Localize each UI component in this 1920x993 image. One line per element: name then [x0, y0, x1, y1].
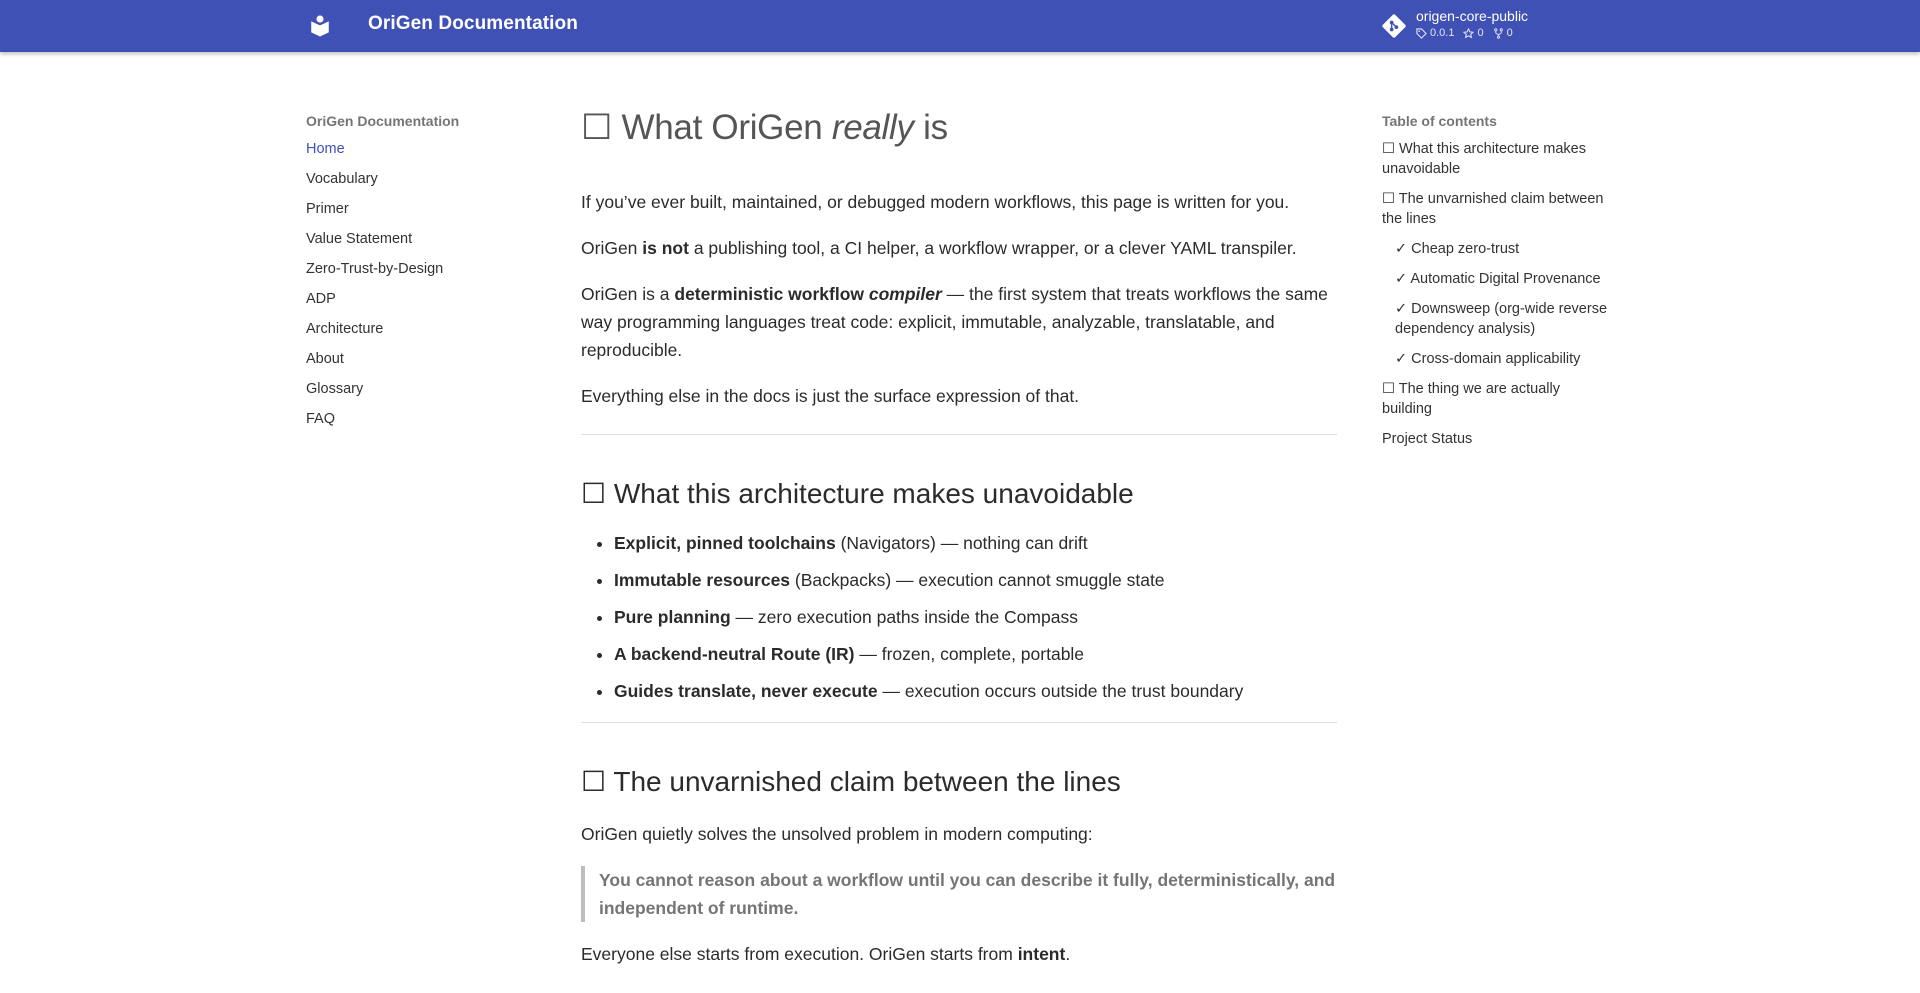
toc-item[interactable]: ☐ The unvarnished claim between the lines	[1382, 191, 1604, 227]
section-heading-claim: ☐ The unvarnished claim between the lines	[581, 766, 1121, 797]
section-divider	[581, 434, 1337, 435]
text-run: (Navigators) — nothing can drift	[835, 533, 1088, 553]
definition-paragraph	[581, 280, 1337, 364]
table-of-contents	[1382, 113, 1610, 459]
star-icon	[1463, 28, 1474, 39]
toc-item[interactable]: ☐ What this architecture makes unavoidable	[1382, 141, 1586, 177]
list-item	[614, 569, 1337, 591]
text-run: OriGen	[581, 238, 643, 258]
text-run: a publishing tool, a CI helper, a workflow wrapper, or a clever YAML transpiler.	[688, 238, 1297, 258]
repo-name: origen-core-public	[1416, 8, 1529, 24]
toc-item[interactable]: ☐ The thing we are actually building	[1382, 381, 1560, 417]
nav-title: OriGen Documentation	[306, 113, 460, 129]
text-run: — the first system that treats workflows the same way programming languages treat code: explicit, immutable, analyzable, translatable, and reproducible.	[581, 284, 1328, 360]
text-bold: A backend-neutral Route (IR)	[614, 644, 855, 664]
site-title[interactable]: OriGen Documentation	[368, 13, 578, 34]
repo-facts	[1416, 26, 1528, 40]
is-not-paragraph	[581, 234, 1337, 262]
nav-item-value-statement[interactable]: Value Statement	[306, 231, 413, 247]
claim-quote: You cannot reason about a workflow until you can describe it fully, deterministically, and independent of runtime.	[581, 866, 1337, 922]
intent-paragraph	[581, 940, 1337, 968]
list-item	[614, 643, 1337, 665]
page-title-suffix: is	[913, 108, 948, 147]
toc-title: Table of contents	[1382, 113, 1497, 129]
list-item	[614, 532, 1337, 554]
repo-link[interactable]	[1380, 7, 1528, 47]
text-run: — zero execution paths inside the Compass	[730, 607, 1078, 627]
text-run: .	[1065, 944, 1071, 964]
page-title-prefix: ☐ What OriGen	[581, 108, 832, 147]
text-bold: Guides translate, never execute	[614, 681, 878, 701]
repo-forks	[1493, 26, 1513, 40]
section-heading-architecture: ☐ What this architecture makes unavoidable	[581, 478, 1134, 509]
text-bold: is not	[642, 238, 689, 258]
text-run: Everyone else starts from execution. OriGen starts from	[581, 944, 1018, 964]
section-divider	[581, 722, 1337, 723]
intro-paragraph: If you’ve ever built, maintained, or debugged modern workflows, this page is written for you.	[581, 192, 1290, 212]
toc-item[interactable]: Project Status	[1382, 431, 1473, 447]
text-run: (Backpacks) — execution cannot smuggle state	[790, 570, 1165, 590]
top-header	[0, 0, 1920, 52]
nav-item-primer[interactable]: Primer	[306, 201, 349, 217]
toc-subitem[interactable]: ✓ Automatic Digital Provenance	[1395, 271, 1601, 287]
list-item	[614, 606, 1337, 628]
text-bold: deterministic workflow	[674, 284, 869, 304]
architecture-list	[581, 532, 1337, 702]
toc-subitem[interactable]: ✓ Cross-domain applicability	[1395, 351, 1581, 367]
text-run: — frozen, complete, portable	[854, 644, 1085, 664]
text-run: — execution occurs outside the trust boundary	[877, 681, 1244, 701]
list-item	[614, 680, 1337, 702]
git-icon	[1380, 12, 1408, 40]
nav-item-glossary[interactable]: Glossary	[306, 381, 364, 397]
primary-nav	[306, 113, 506, 439]
toc-subitem[interactable]: ✓ Cheap zero-trust	[1395, 241, 1520, 257]
article-content	[581, 100, 1337, 986]
nav-item-architecture[interactable]: Architecture	[306, 321, 384, 337]
page-title	[581, 108, 1337, 148]
repo-stars	[1463, 26, 1483, 40]
forks-count: 0	[1506, 27, 1513, 39]
stars-count: 0	[1477, 27, 1484, 39]
text-italic: compiler	[868, 284, 942, 304]
toc-subitem[interactable]: ✓ Downsweep (org-wide reverse dependency analysis)	[1395, 301, 1608, 337]
text-run: OriGen is a	[581, 284, 675, 304]
fork-icon	[1493, 28, 1504, 39]
nav-item-home[interactable]: Home	[306, 141, 345, 157]
tag-icon	[1416, 28, 1427, 39]
text-bold: Explicit, pinned toolchains	[614, 533, 836, 553]
text-bold: Immutable resources	[614, 570, 791, 590]
nav-item-zero-trust-by-design[interactable]: Zero-Trust-by-Design	[306, 261, 444, 277]
nav-item-about[interactable]: About	[306, 351, 344, 367]
nav-item-adp[interactable]: ADP	[306, 291, 336, 307]
page-title-emphasis: really	[831, 108, 914, 147]
version-text: 0.0.1	[1430, 27, 1455, 39]
nav-item-vocabulary[interactable]: Vocabulary	[306, 171, 378, 187]
text-bold: Pure planning	[614, 607, 731, 627]
surface-paragraph: Everything else in the docs is just the surface expression of that.	[581, 386, 1080, 406]
repo-version	[1416, 26, 1454, 40]
claim-paragraph: OriGen quietly solves the unsolved problem in modern computing:	[581, 824, 1093, 844]
text-bold-italic	[869, 284, 942, 304]
text-bold: intent	[1017, 944, 1066, 964]
book-logo-icon[interactable]	[306, 12, 334, 40]
nav-item-faq[interactable]: FAQ	[306, 411, 336, 427]
